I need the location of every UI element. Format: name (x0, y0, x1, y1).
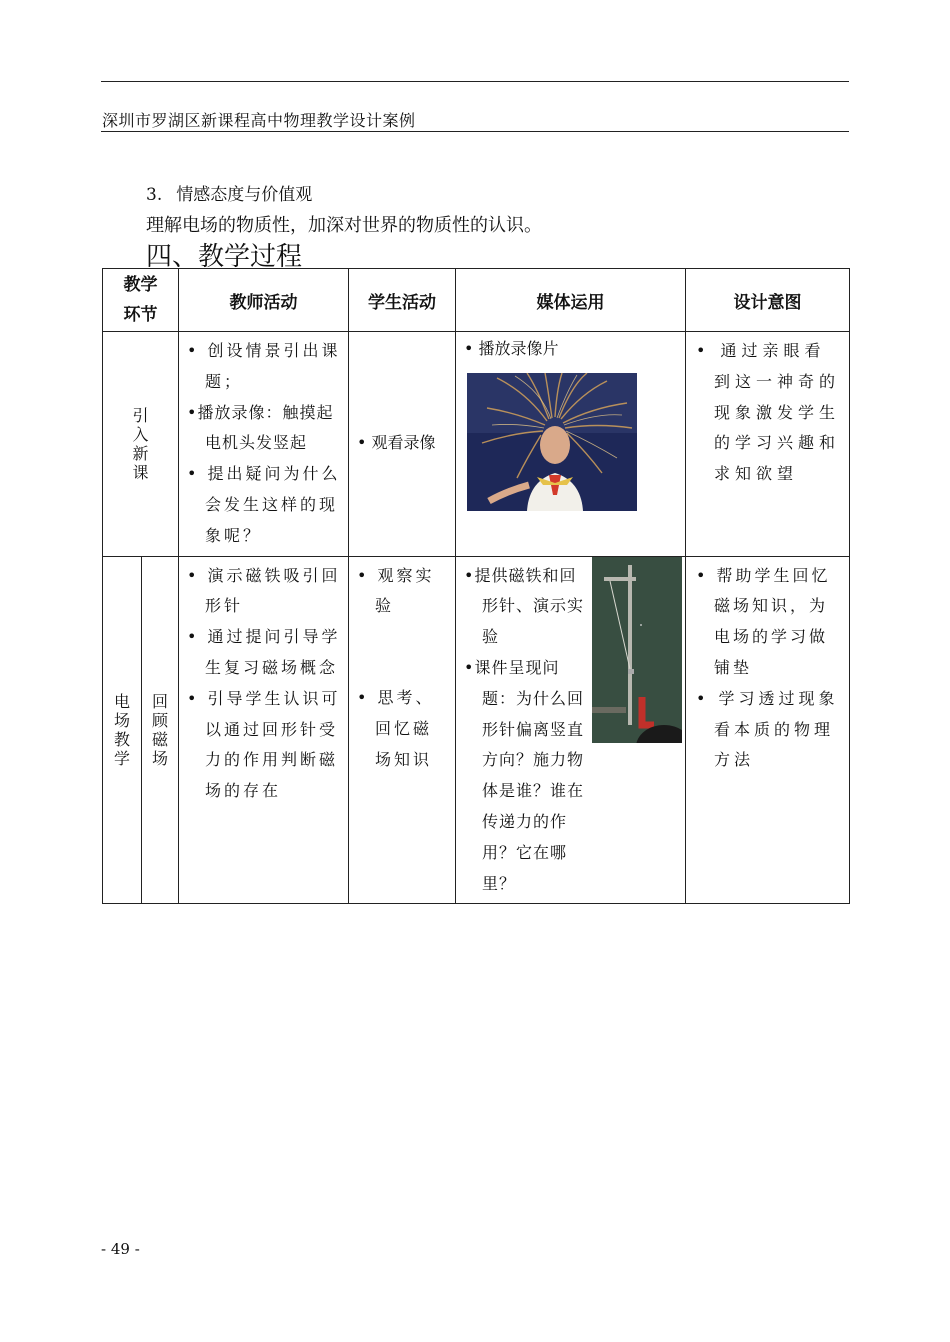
stage-char: 顾 (151, 710, 168, 730)
list-item: • 观看录像 (357, 433, 436, 453)
stage-char: 场 (151, 748, 168, 768)
header-stage (103, 269, 179, 332)
stage-char: 引 (132, 405, 149, 425)
table-row (103, 556, 850, 904)
stage-char: 磁 (151, 729, 168, 749)
header-intent: 设计意图 (686, 269, 850, 332)
stage-char: 学 (113, 748, 130, 768)
media-intro (456, 332, 686, 557)
list-item: • 通过提问引导学生复习磁场概念 (187, 627, 341, 677)
substage-vertical (142, 692, 178, 768)
stage-intro (103, 332, 179, 557)
list-item: • 创设情景引出课题； (187, 341, 341, 391)
experiment-image (592, 557, 682, 743)
list-item: •课件呈现问题：为什么回形针偏离竖直方向？施力物体是谁？谁在传递力的作用？它在哪里？ (464, 657, 585, 893)
substage-review-magnetic (142, 556, 179, 904)
section-3-heading (146, 180, 312, 205)
list-item: • 提出疑问为什么会发生这样的现象呢？ (187, 464, 341, 545)
section-3-title: 情感态度与价值观 (176, 185, 313, 205)
header-teacher: 教师活动 (179, 269, 349, 332)
stage-intro-vertical (103, 406, 178, 482)
list-item: • 播放录像片 (464, 339, 559, 358)
section-3-number: 3. (146, 185, 163, 205)
stage-char: 回 (151, 691, 168, 711)
section-3-body: 理解电场的物质性，加深对世界的物质性的认识。 (146, 215, 542, 236)
header-student: 学生活动 (349, 269, 456, 332)
stage-char: 入 (132, 424, 149, 444)
teacher-activity-field (179, 556, 349, 904)
header-stage-line2: 环节 (123, 305, 158, 325)
list-item: • 帮助学生回忆磁场知识，为电场的学习做铺垫 (696, 565, 831, 677)
list-item: • 思考、回忆磁场知识 (357, 688, 435, 769)
student-activity-intro (349, 332, 456, 557)
stage-field-vertical (103, 692, 141, 768)
running-header: 深圳市罗湖区新课程高中物理教学设计案例 (102, 111, 416, 130)
stage-char: 场 (113, 710, 130, 730)
list-item: • 观察实验 (357, 565, 435, 616)
header-stage-line1: 教学 (123, 275, 158, 295)
section-4-heading: 四、教学过程 (146, 242, 303, 272)
stage-char: 教 (113, 729, 130, 749)
list-item: • 学习透过现象看本质的物理方法 (696, 688, 839, 770)
header-rule-bottom (101, 131, 849, 132)
teacher-activity-intro (179, 332, 349, 557)
table-row (103, 332, 850, 557)
teaching-process-table (102, 268, 850, 904)
header-media: 媒体运用 (456, 269, 686, 332)
header-rule-top (101, 81, 849, 82)
media-field (456, 556, 686, 904)
design-intent-intro (686, 332, 850, 557)
video-still-image (467, 373, 637, 511)
design-intent-field (686, 556, 850, 904)
list-item: •提供磁铁和回形针、演示实验 (464, 565, 585, 647)
table-header-row (103, 269, 850, 332)
student-activity-field (349, 556, 456, 904)
stage-field (103, 556, 142, 904)
stage-char: 电 (113, 691, 130, 711)
list-item: •播放录像：触摸起电机头发竖起 (187, 402, 334, 453)
stage-char: 新 (132, 443, 149, 463)
stage-char: 课 (132, 462, 149, 482)
list-item: • 引导学生认识可以通过回形针受力的作用判断磁场的存在 (187, 688, 341, 801)
list-item: • 演示磁铁吸引回形针 (187, 565, 341, 616)
list-item: • 通过亲眼看到这一神奇的现象激发学生的学习兴趣和求知欲望 (696, 341, 841, 484)
page-number: - 49 - (101, 1240, 140, 1258)
